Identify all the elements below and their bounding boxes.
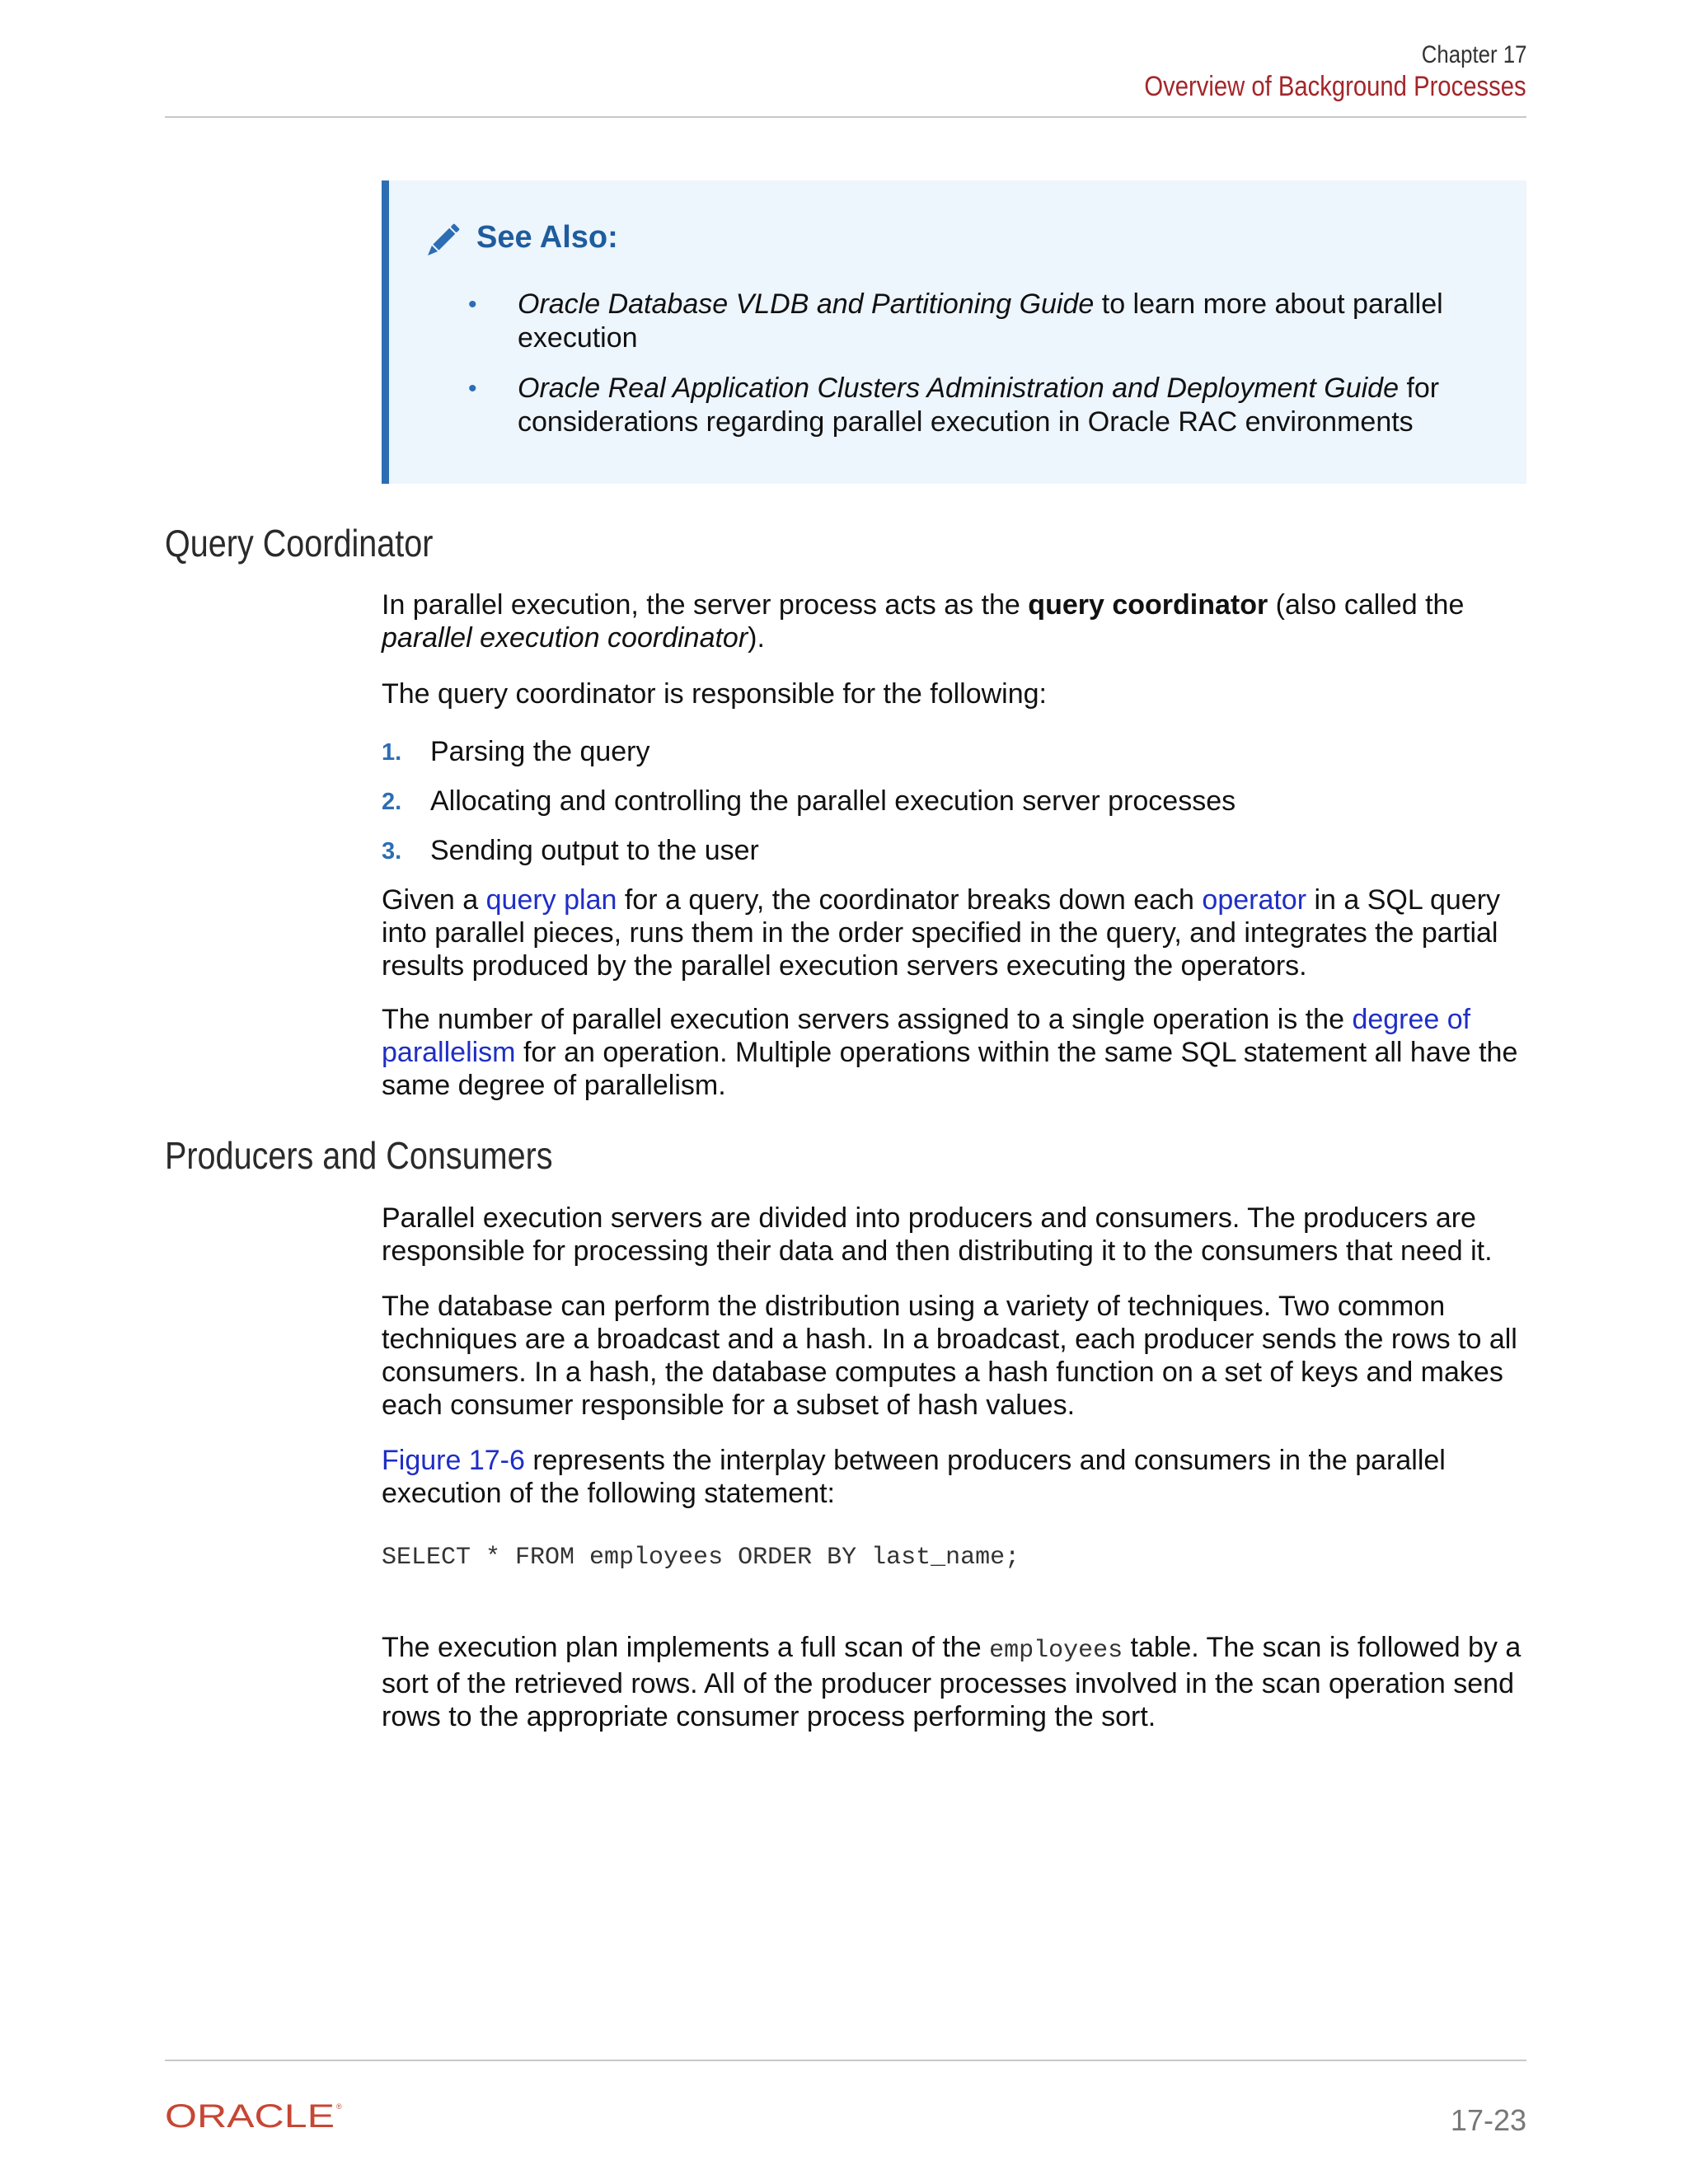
item-text: to learn more about parallel execution <box>518 288 1443 354</box>
text: for an operation. Multiple operations within the same SQL statement all have the same degree of parallelism. <box>382 1037 1518 1101</box>
list-number: 2. <box>382 789 402 815</box>
guide-title[interactable]: Oracle Real Application Clusters Administration and Deployment Guide <box>518 373 1399 404</box>
text: The execution plan implements a full scan of the <box>382 1632 990 1663</box>
svg-text:®: ® <box>336 2102 342 2111</box>
see-also-list <box>468 288 1457 456</box>
guide-title[interactable]: Oracle Database VLDB and Partitioning Guide <box>518 288 1095 320</box>
text: In parallel execution, the server process acts as the <box>382 589 1029 621</box>
section-title: Overview of Background Processes <box>1144 71 1526 102</box>
bullet-icon: • <box>468 375 477 402</box>
qc-paragraph-2: The query coordinator is responsible for the following: <box>382 678 1047 710</box>
link-operator[interactable]: operator <box>1202 884 1307 916</box>
see-also-item <box>468 372 1457 439</box>
list-number: 1. <box>382 739 402 766</box>
pc-paragraph-4 <box>382 1631 1536 1733</box>
link-figure-17-6[interactable]: Figure 17-6 <box>382 1445 525 1476</box>
text: The number of parallel execution servers assigned to a single operation is the <box>382 1004 1353 1035</box>
term-pe-coordinator: parallel execution coordinator <box>382 622 748 654</box>
text: Given a <box>382 884 486 916</box>
inline-code: employees <box>989 1637 1123 1665</box>
link-degree-of-parallelism[interactable]: degree of parallelism <box>382 1004 1471 1068</box>
pencil-icon <box>422 222 462 261</box>
item-text: for considerations regarding parallel execution in Oracle RAC environments <box>518 373 1440 438</box>
pc-paragraph-1: Parallel execution servers are divided into producers and consumers. The producers are responsible for processing their data and then distributing it to the consumers that need it. <box>382 1202 1493 1267</box>
code-example: SELECT * FROM employees ORDER BY last_name; <box>382 1544 1020 1572</box>
bullet-icon: • <box>468 291 477 318</box>
text: (also called the <box>1268 589 1465 621</box>
qc-paragraph-3 <box>382 883 1536 982</box>
pc-paragraph-2: The database can perform the distribution using a variety of techniques. Two common techniques are a broadcast and a hash. In a broadcast, each producer sends the rows to all consumers. In a hash, the database computes a hash function on a set of keys and makes each consumer responsible for a subset of hash values. <box>382 1291 1517 1421</box>
text: in a SQL query into parallel pieces, runs them in the order specified in the query, and integrates the partial results produced by the parallel execution servers executing the operators. <box>382 884 1501 982</box>
text: table. The scan is followed by a sort of the retrieved rows. All of the producer processes involved in the scan operation send rows to the appropriate consumer process performing the sort. <box>382 1632 1522 1732</box>
list-item: Allocating and controlling the parallel execution server processes <box>430 785 1236 817</box>
heading-producers-consumers: Producers and Consumers <box>165 1134 553 1177</box>
pc-paragraph-3 <box>382 1444 1536 1510</box>
link-query-plan[interactable]: query plan <box>485 884 617 916</box>
list-item: Sending output to the user <box>430 835 759 866</box>
see-also-title: See Also: <box>476 220 618 255</box>
see-also-note <box>382 180 1526 484</box>
chapter-label: Chapter 17 <box>1421 41 1526 68</box>
heading-query-coordinator: Query Coordinator <box>165 522 434 565</box>
term-query-coordinator: query coordinator <box>1028 589 1268 621</box>
oracle-logo-text: ORACLE <box>165 2101 335 2130</box>
text: ). <box>748 622 765 654</box>
list-item: Parsing the query <box>430 736 650 767</box>
qc-paragraph-4 <box>382 1003 1536 1102</box>
text: represents the interplay between producers and consumers in the parallel execution of the following statement: <box>382 1445 1446 1509</box>
text: for a query, the coordinator breaks down each <box>617 884 1203 916</box>
page-number: 17-23 <box>1450 2103 1526 2137</box>
see-also-item <box>468 288 1457 355</box>
qc-paragraph-1 <box>382 588 1536 654</box>
oracle-logo <box>165 2101 348 2130</box>
footer-divider <box>165 2060 1526 2061</box>
list-number: 3. <box>382 838 402 865</box>
header-divider <box>165 116 1526 118</box>
